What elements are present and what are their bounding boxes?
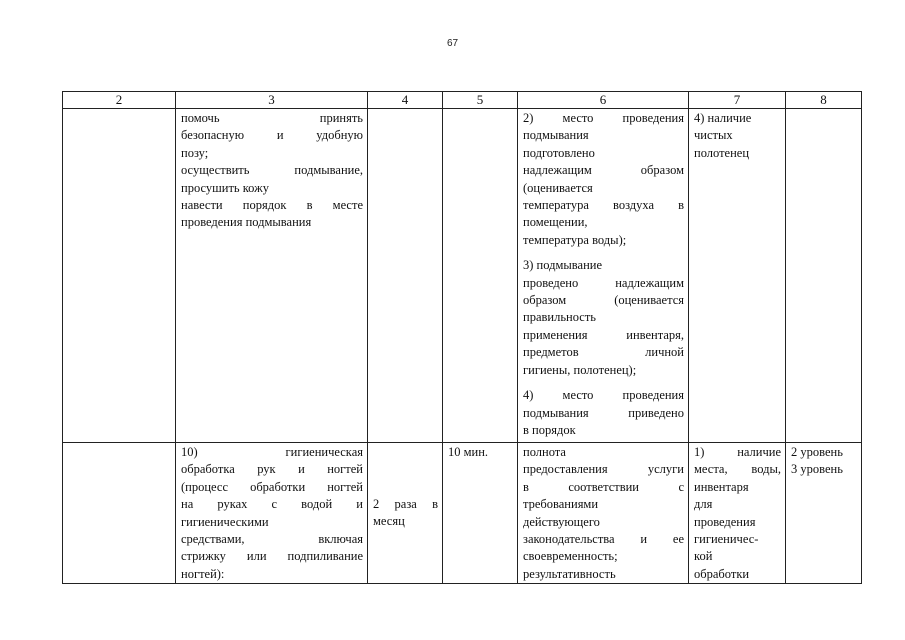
table-row bbox=[63, 109, 862, 443]
text-line: результативность bbox=[523, 566, 616, 581]
text-line: просушить кожу bbox=[181, 180, 270, 195]
text-line: в соответствии с bbox=[523, 479, 684, 494]
text-line: гигиеничес- bbox=[694, 532, 759, 547]
text-line: подмывания bbox=[523, 128, 589, 143]
text-line: навести порядок в месте bbox=[181, 198, 363, 213]
text-line: 4) место проведения bbox=[523, 388, 684, 403]
text-line: кой bbox=[694, 549, 713, 564]
text-line: предоставления услуги bbox=[523, 462, 684, 477]
text-line: температура воздуха в bbox=[523, 198, 684, 213]
text-line: применения инвентаря, bbox=[523, 327, 684, 342]
text-line: полотенец bbox=[694, 145, 750, 160]
table-cell bbox=[443, 109, 518, 443]
text-line: правильность bbox=[523, 310, 596, 325]
table-cell bbox=[518, 109, 689, 443]
services-table bbox=[62, 91, 862, 584]
text-line: гигиены, полотенец); bbox=[523, 362, 637, 377]
text-line: чистых bbox=[694, 128, 733, 143]
text-line: 3) подмывание bbox=[523, 258, 602, 273]
table-cell bbox=[176, 443, 368, 584]
text-line: своевременность; bbox=[523, 549, 618, 564]
text-line: 1) наличие bbox=[694, 445, 781, 459]
text-line: гигиеническими bbox=[181, 514, 269, 529]
text-line: образом (оценивается bbox=[523, 293, 684, 308]
table-cell bbox=[176, 109, 368, 443]
table-cell bbox=[443, 443, 518, 584]
table-cell bbox=[689, 109, 786, 443]
text-line: 10) гигиеническая bbox=[181, 445, 363, 459]
table-cell bbox=[63, 443, 176, 584]
text-line: обработки bbox=[694, 566, 750, 581]
text-line: подготовлено bbox=[523, 145, 595, 160]
duration-text: 10 мин. bbox=[448, 445, 489, 459]
text-line: ногтей): bbox=[181, 566, 225, 581]
text-line: 3 уровень bbox=[791, 462, 843, 477]
text-line: позу; bbox=[181, 145, 209, 160]
table-cell bbox=[368, 443, 443, 584]
text-line: температура воды); bbox=[523, 232, 627, 247]
header-cell: 8 bbox=[786, 92, 862, 109]
text-line: средствами, включая bbox=[181, 532, 363, 547]
text-line: для bbox=[694, 497, 713, 512]
text-line: 4) наличие bbox=[694, 111, 752, 125]
text-line: законодательства и ее bbox=[523, 532, 684, 547]
text-line: проведения bbox=[694, 514, 756, 529]
header-cell: 6 bbox=[518, 92, 689, 109]
table-cell bbox=[786, 443, 862, 584]
text-line: обработка рук и ногтей bbox=[181, 462, 363, 477]
text-line: помещении, bbox=[523, 215, 588, 230]
text-line: полнота bbox=[523, 445, 566, 459]
text-line: 2 раза в bbox=[373, 497, 438, 511]
text-line: места, воды, bbox=[694, 462, 781, 477]
text-line: проведено надлежащим bbox=[523, 275, 684, 290]
table-cell bbox=[518, 443, 689, 584]
text-line: предметов личной bbox=[523, 345, 684, 360]
text-line: требованиями bbox=[523, 497, 599, 512]
text-line: подмывания приведено bbox=[523, 405, 684, 420]
header-cell: 2 bbox=[63, 92, 176, 109]
text-line: безопасную и удобную bbox=[181, 128, 363, 143]
text-line: надлежащим образом bbox=[523, 163, 684, 178]
page-number: 67 bbox=[446, 38, 459, 49]
header-cell: 3 bbox=[176, 92, 368, 109]
text-line: проведения подмывания bbox=[181, 215, 312, 230]
table-cell bbox=[368, 109, 443, 443]
header-cell: 4 bbox=[368, 92, 443, 109]
text-line: месяц bbox=[373, 514, 405, 529]
text-line: (оценивается bbox=[523, 180, 593, 195]
header-row bbox=[63, 92, 862, 109]
table-row bbox=[63, 443, 862, 584]
header-cell: 5 bbox=[443, 92, 518, 109]
table-cell bbox=[786, 109, 862, 443]
text-line: инвентаря bbox=[694, 479, 749, 494]
table-cell bbox=[689, 443, 786, 584]
header-cell: 7 bbox=[689, 92, 786, 109]
text-line: в порядок bbox=[523, 422, 576, 437]
table-cell bbox=[63, 109, 176, 443]
text-line: на руках с водой и bbox=[181, 497, 363, 512]
text-line: 2) место проведения bbox=[523, 111, 684, 125]
text-line: 2 уровень bbox=[791, 445, 843, 459]
text-line: помочь принять bbox=[181, 111, 363, 125]
text-line: стрижку или подпиливание bbox=[181, 549, 363, 564]
text-line: (процесс обработки ногтей bbox=[181, 479, 363, 494]
text-line: действующего bbox=[523, 514, 600, 529]
text-line: осуществить подмывание, bbox=[181, 163, 363, 178]
